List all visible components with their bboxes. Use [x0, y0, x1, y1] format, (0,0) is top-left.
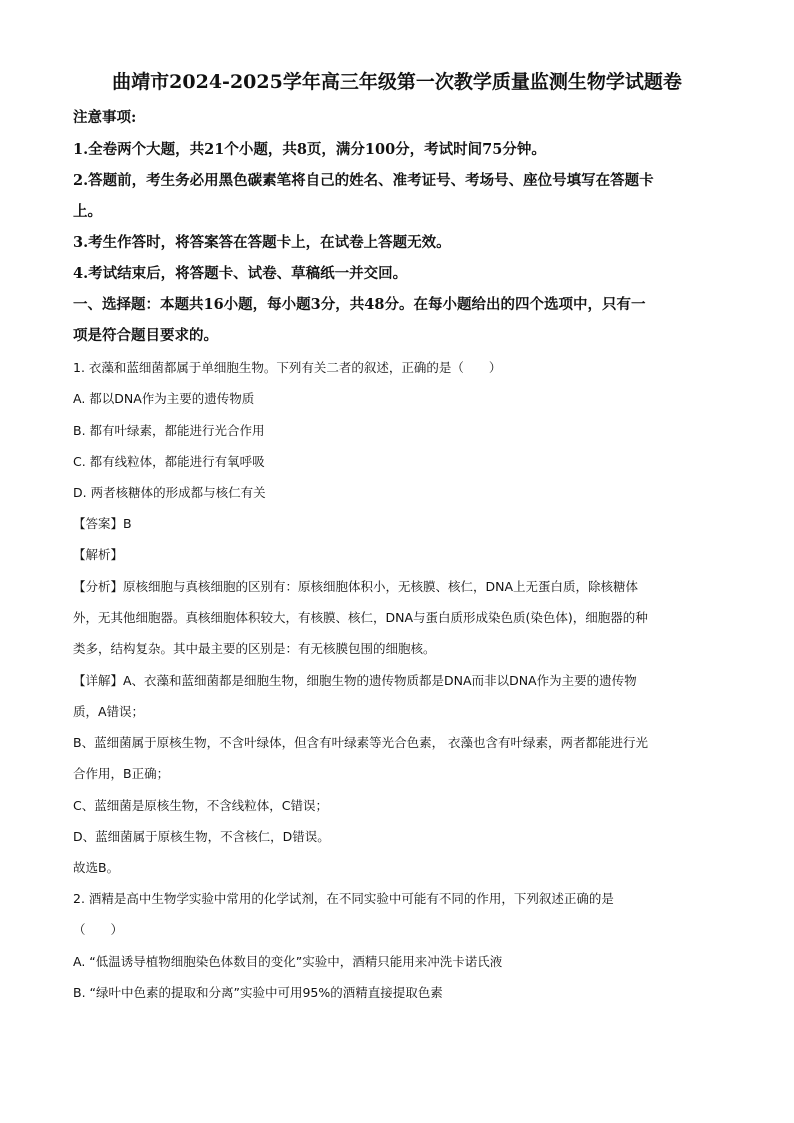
analysis-text: 外，无其他细胞器。真核细胞体积较大，有核膜、核仁，DNA与蛋白质形成染色质(染色体)，细胞器的种 — [73, 610, 648, 625]
answer-label: 【答案】B — [73, 516, 132, 531]
question-option: B. 都有叶绿素，都能进行光合作用 — [73, 423, 265, 438]
detail-text: 质，A错误； — [73, 704, 145, 719]
detail-text: C、蓝细菌是原核生物，不含线粒体，C错误； — [73, 798, 328, 813]
question-option: C. 都有线粒体，都能进行有氧呼吸 — [73, 454, 265, 469]
question-option: D. 两者核糖体的形成都与核仁有关 — [73, 485, 266, 500]
question-stem-cont: （ ） — [73, 922, 124, 937]
section-heading-cont: 项是符合题目要求的。 — [73, 327, 218, 344]
detail-text: B、蓝细菌属于原核生物，不含叶绿体，但含有叶绿素等光合色素， 衣藻也含有叶绿素，两者都能进行光 — [73, 735, 649, 750]
notice-item: 3.考生作答时，将答案答在答题卡上，在试卷上答题无效。 — [73, 234, 451, 251]
notice-heading: 注意事项: — [73, 109, 137, 126]
detail-text: D、蓝细菌属于原核生物，不含核仁，D错误。 — [73, 829, 330, 844]
question-option: A. 都以DNA作为主要的遗传物质 — [73, 391, 255, 406]
question-option: B. “绿叶中色素的提取和分离”实验中可用95%的酒精直接提取色素 — [73, 985, 443, 1000]
detail-text: 合作用，B正确； — [73, 766, 170, 781]
analysis-text: 类多，结构复杂。其中最主要的区别是：有无核膜包围的细胞核。 — [73, 641, 436, 656]
detail-text: 故选B。 — [73, 860, 120, 875]
question-option: A. “低温诱导植物细胞染色体数目的变化”实验中，酒精只能用来冲洗卡诺氏液 — [73, 954, 503, 969]
analysis-label: 【解析】 — [73, 547, 124, 562]
question-stem: 1. 衣藻和蓝细菌都属于单细胞生物。下列有关二者的叙述，正确的是（ ） — [73, 360, 502, 375]
detail-text: 【详解】A、衣藻和蓝细菌都是细胞生物，细胞生物的遗传物质都是DNA而非以DNA作为主要的遗传物 — [73, 673, 637, 688]
notice-item: 1.全卷两个大题，共21个小题，共8页，满分100分，考试时间75分钟。 — [73, 141, 546, 158]
page-title: 曲靖市2024-2025学年高三年级第一次教学质量监测生物学试题卷 — [112, 71, 682, 93]
notice-item: 2.答题前，考生务必用黑色碳素笔将自己的姓名、准考证号、考场号、座位号填写在答题卡 — [73, 172, 654, 189]
notice-item: 上。 — [73, 203, 102, 220]
analysis-text: 【分析】原核细胞与真核细胞的区别有：原核细胞体积小，无核膜、核仁，DNA上无蛋白质，除核糖体 — [73, 579, 639, 594]
section-heading: 一、选择题：本题共16小题，每小题3分，共48分。在每小题给出的四个选项中，只有一 — [73, 296, 646, 313]
question-stem: 2. 酒精是高中生物学实验中常用的化学试剂，在不同实验中可能有不同的作用，下列叙述正确的是 — [73, 891, 614, 906]
notice-item: 4.考试结束后，将答题卡、试卷、草稿纸一并交回。 — [73, 265, 408, 282]
